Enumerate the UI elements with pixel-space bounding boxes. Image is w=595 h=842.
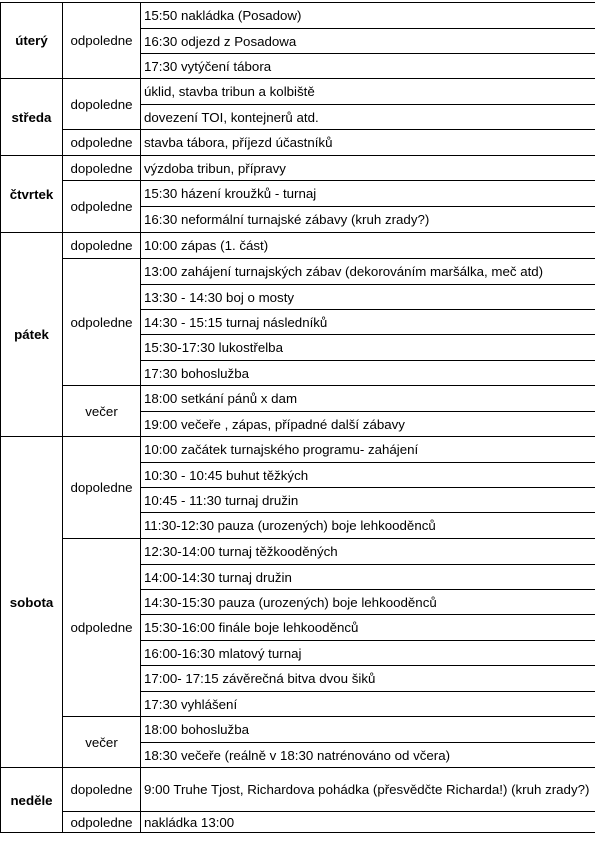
activity-cell: 10:00 zápas (1. část) — [141, 233, 595, 259]
part-of-day-cell: odpoledne — [63, 130, 141, 156]
schedule-row — [1, 812, 595, 833]
activity-cell: 10:30 - 10:45 buhut těžkých — [141, 463, 595, 488]
activity-cell: 15:30 házení kroužků - turnaj — [141, 181, 595, 207]
activity-cell: 15:50 nakládka (Posadow) — [141, 3, 595, 29]
schedule-row — [1, 233, 595, 259]
activity-cell: 16:30 odjezd z Posadowa — [141, 29, 595, 54]
activity-cell: 16:00-16:30 mlatový turnaj — [141, 641, 595, 666]
activity-cell: 18:00 bohoslužba — [141, 717, 595, 743]
activity-cell: 17:30 vytýčení tábora — [141, 54, 595, 79]
schedule-body — [1, 3, 595, 833]
schedule-row — [1, 181, 595, 207]
activity-cell: 18:30 večeře (reálně v 18:30 natrénováno od včera) — [141, 743, 595, 768]
part-of-day-cell: dopoledne — [63, 233, 141, 259]
activity-cell: 14:30 - 15:15 turnaj následníků — [141, 310, 595, 335]
activity-cell: 18:00 setkání pánů x dam — [141, 386, 595, 412]
schedule-row — [1, 386, 595, 412]
activity-cell: úklid, stavba tribun a kolbiště — [141, 79, 595, 105]
activity-cell: 14:00-14:30 turnaj družin — [141, 565, 595, 590]
schedule-row — [1, 156, 595, 181]
activity-cell: 16:30 neformální turnajské zábavy (kruh zrady?) — [141, 207, 595, 233]
schedule-table — [0, 2, 595, 833]
activity-cell: výzdoba tribun, přípravy — [141, 156, 595, 181]
part-of-day-cell: odpoledne — [63, 259, 141, 386]
activity-cell: 12:30-14:00 turnaj těžkooděných — [141, 539, 595, 565]
activity-cell: nakládka 13:00 — [141, 812, 595, 833]
activity-cell: 17:00- 17:15 závěrečná bitva dvou šiků — [141, 666, 595, 692]
activity-cell: 15:30-16:00 finále boje lehkooděnců — [141, 615, 595, 641]
schedule-row — [1, 3, 595, 29]
activity-cell: 17:30 vyhlášení — [141, 692, 595, 717]
activity-cell: 13:30 - 14:30 boj o mosty — [141, 285, 595, 310]
schedule-sheet — [0, 2, 595, 833]
day-cell: úterý — [1, 3, 63, 79]
activity-cell: 19:00 večeře , zápas, případné další zábavy — [141, 412, 595, 437]
activity-cell: 15:30-17:30 lukostřelba — [141, 335, 595, 361]
schedule-row — [1, 768, 595, 812]
schedule-row — [1, 539, 595, 565]
day-cell: pátek — [1, 233, 63, 437]
activity-cell: 17:30 bohoslužba — [141, 361, 595, 386]
activity-cell: 9:00 Truhe Tjost, Richardova pohádka (přesvědčte Richarda!) (kruh zrady?) — [141, 768, 595, 812]
day-cell: středa — [1, 79, 63, 156]
part-of-day-cell: odpoledne — [63, 539, 141, 717]
part-of-day-cell: večer — [63, 717, 141, 768]
schedule-row — [1, 437, 595, 463]
activity-cell: 10:00 začátek turnajského programu- zahájení — [141, 437, 595, 463]
part-of-day-cell: večer — [63, 386, 141, 437]
schedule-row — [1, 717, 595, 743]
day-cell: sobota — [1, 437, 63, 768]
activity-cell: 14:30-15:30 pauza (urozených) boje lehkooděnců — [141, 590, 595, 615]
schedule-row — [1, 79, 595, 105]
activity-cell: stavba tábora, příjezd účastníků — [141, 130, 595, 156]
part-of-day-cell: odpoledne — [63, 3, 141, 79]
part-of-day-cell: dopoledne — [63, 768, 141, 812]
activity-cell: 10:45 - 11:30 turnaj družin — [141, 488, 595, 513]
activity-cell: 13:00 zahájení turnajských zábav (dekorováním maršálka, meč atd) — [141, 259, 595, 285]
schedule-row — [1, 130, 595, 156]
part-of-day-cell: dopoledne — [63, 156, 141, 181]
day-cell: čtvrtek — [1, 156, 63, 233]
part-of-day-cell: dopoledne — [63, 437, 141, 539]
part-of-day-cell: odpoledne — [63, 812, 141, 833]
activity-cell: 11:30-12:30 pauza (urozených) boje lehkooděnců — [141, 513, 595, 539]
day-cell: neděle — [1, 768, 63, 833]
part-of-day-cell: dopoledne — [63, 79, 141, 130]
activity-cell: dovezení TOI, kontejnerů atd. — [141, 105, 595, 130]
part-of-day-cell: odpoledne — [63, 181, 141, 233]
schedule-row — [1, 259, 595, 285]
